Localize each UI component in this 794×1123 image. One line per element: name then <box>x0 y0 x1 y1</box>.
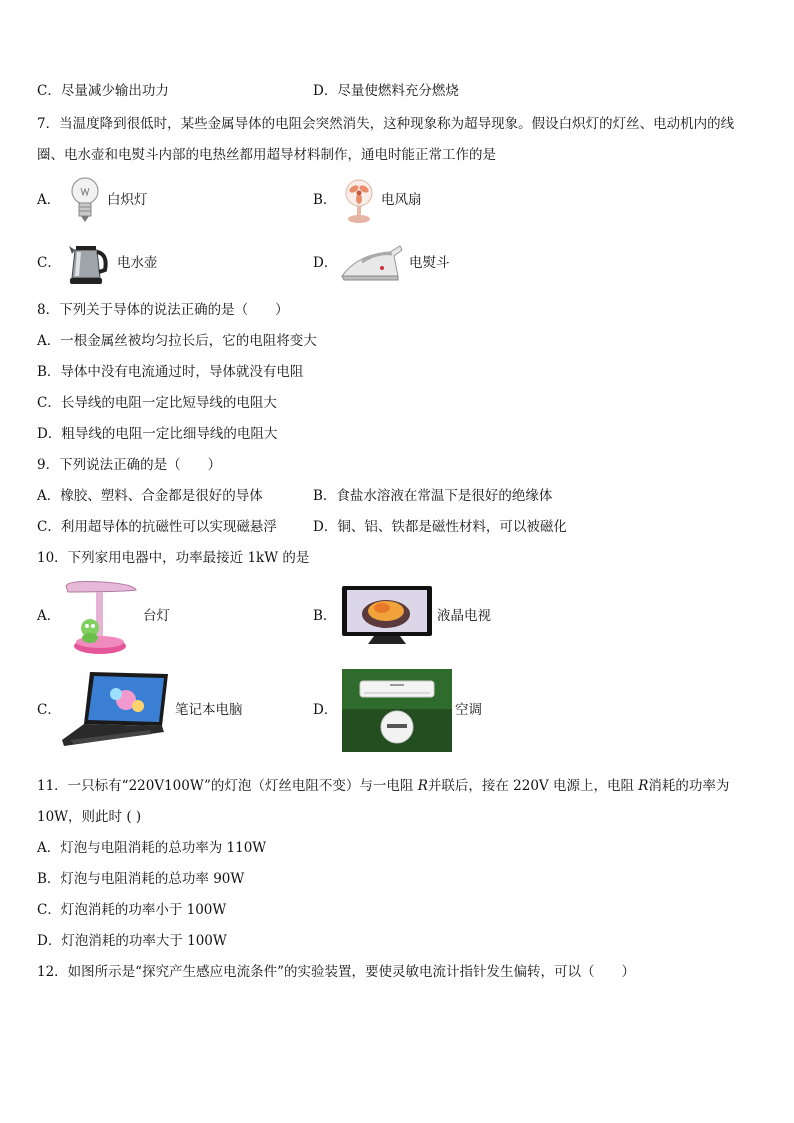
lcd-tv-icon <box>340 584 434 648</box>
q11-option-c: C．灯泡消耗的功率小于 100W <box>37 902 227 918</box>
q7-option-a-label: 白炽灯 <box>107 192 148 208</box>
q7-option-d-letter: D． <box>313 255 338 271</box>
q9-option-b: B．食盐水溶液在常温下是很好的绝缘体 <box>313 488 553 504</box>
q7-stem-line1: 7．当温度降到很低时，某些金属导体的电阻会突然消失，这种现象称为超导现象。假设白炽灯的灯丝、电动机内的线 <box>37 116 735 132</box>
q9-option-c: C．利用超导体的抗磁性可以实现磁悬浮 <box>37 519 277 535</box>
light-bulb-icon <box>68 176 102 224</box>
q7-stem-line2: 圈、电水壶和电熨斗内部的电热丝都用超导材料制作，通电时能正常工作的是 <box>37 147 496 163</box>
q11-option-a: A．灯泡与电阻消耗的总功率为 110W <box>37 840 267 856</box>
q10-option-c-label: 笔记本电脑 <box>175 702 243 718</box>
electric-iron-icon <box>340 240 404 284</box>
q10-option-a-letter: A． <box>37 608 61 624</box>
q9-stem: 9．下列说法正确的是（ ） <box>37 457 222 473</box>
electric-fan-icon <box>342 178 376 224</box>
q10-option-c-letter: C． <box>37 702 61 718</box>
q7-option-c-letter: C． <box>37 255 61 271</box>
q11-stem-line2: 10W，则此时 ( ) <box>37 809 142 825</box>
q10-option-d-label: 空调 <box>455 702 482 718</box>
q7-option-a-letter: A． <box>37 192 61 208</box>
laptop-icon <box>60 670 172 752</box>
q7-option-b-letter: B． <box>313 192 337 208</box>
q10-option-b-label: 液晶电视 <box>437 608 491 624</box>
q10-option-a-label: 台灯 <box>143 608 170 624</box>
q11-var-r-2: R <box>638 778 649 794</box>
air-conditioner-icon <box>342 669 452 752</box>
q6-option-c: C．尽量减少输出功力 <box>37 83 169 99</box>
q11-option-d: D．灯泡消耗的功率大于 100W <box>37 933 227 949</box>
q8-option-a: A．一根金属丝被均匀拉长后，它的电阻将变大 <box>37 333 317 349</box>
q11-stem-line1 <box>37 776 729 796</box>
q7-option-d-label: 电熨斗 <box>409 255 450 271</box>
q11-var-r: R <box>417 778 428 794</box>
q6-option-d: D．尽量使燃料充分燃烧 <box>313 83 459 99</box>
q8-option-b: B．导体中没有电流通过时，导体就没有电阻 <box>37 364 304 380</box>
q7-option-c-label: 电水壶 <box>117 255 158 271</box>
q11-option-b: B．灯泡与电阻消耗的总功率 90W <box>37 871 245 887</box>
q10-option-d-letter: D． <box>313 702 338 718</box>
q8-option-c: C．长导线的电阻一定比短导线的电阻大 <box>37 395 277 411</box>
q11-stem-part2: 并联后，接在 220V 电源上，电阻 <box>427 778 639 794</box>
electric-kettle-icon <box>66 240 110 286</box>
q10-stem: 10．下列家用电器中，功率最接近 1kW 的是 <box>37 550 310 566</box>
q12-stem: 12．如图所示是“探究产生感应电流条件”的实验装置，要使灵敏电流计指针发生偏转，可以（ ） <box>37 964 635 980</box>
q8-stem: 8．下列关于导体的说法正确的是（ ） <box>37 302 289 318</box>
q11-stem-part1: 11．一只标有“220V100W”的灯泡（灯丝电阻不变）与一电阻 <box>37 778 418 794</box>
desk-lamp-icon <box>62 578 138 658</box>
q9-option-d: D．铜、铝、铁都是磁性材料，可以被磁化 <box>313 519 567 535</box>
q9-option-a: A．橡胶、塑料、合金都是很好的导体 <box>37 488 263 504</box>
q11-stem-part3: 消耗的功率为 <box>648 778 730 794</box>
q8-option-d: D．粗导线的电阻一定比细导线的电阻大 <box>37 426 278 442</box>
q10-option-b-letter: B． <box>313 608 337 624</box>
q7-option-b-label: 电风扇 <box>381 192 422 208</box>
